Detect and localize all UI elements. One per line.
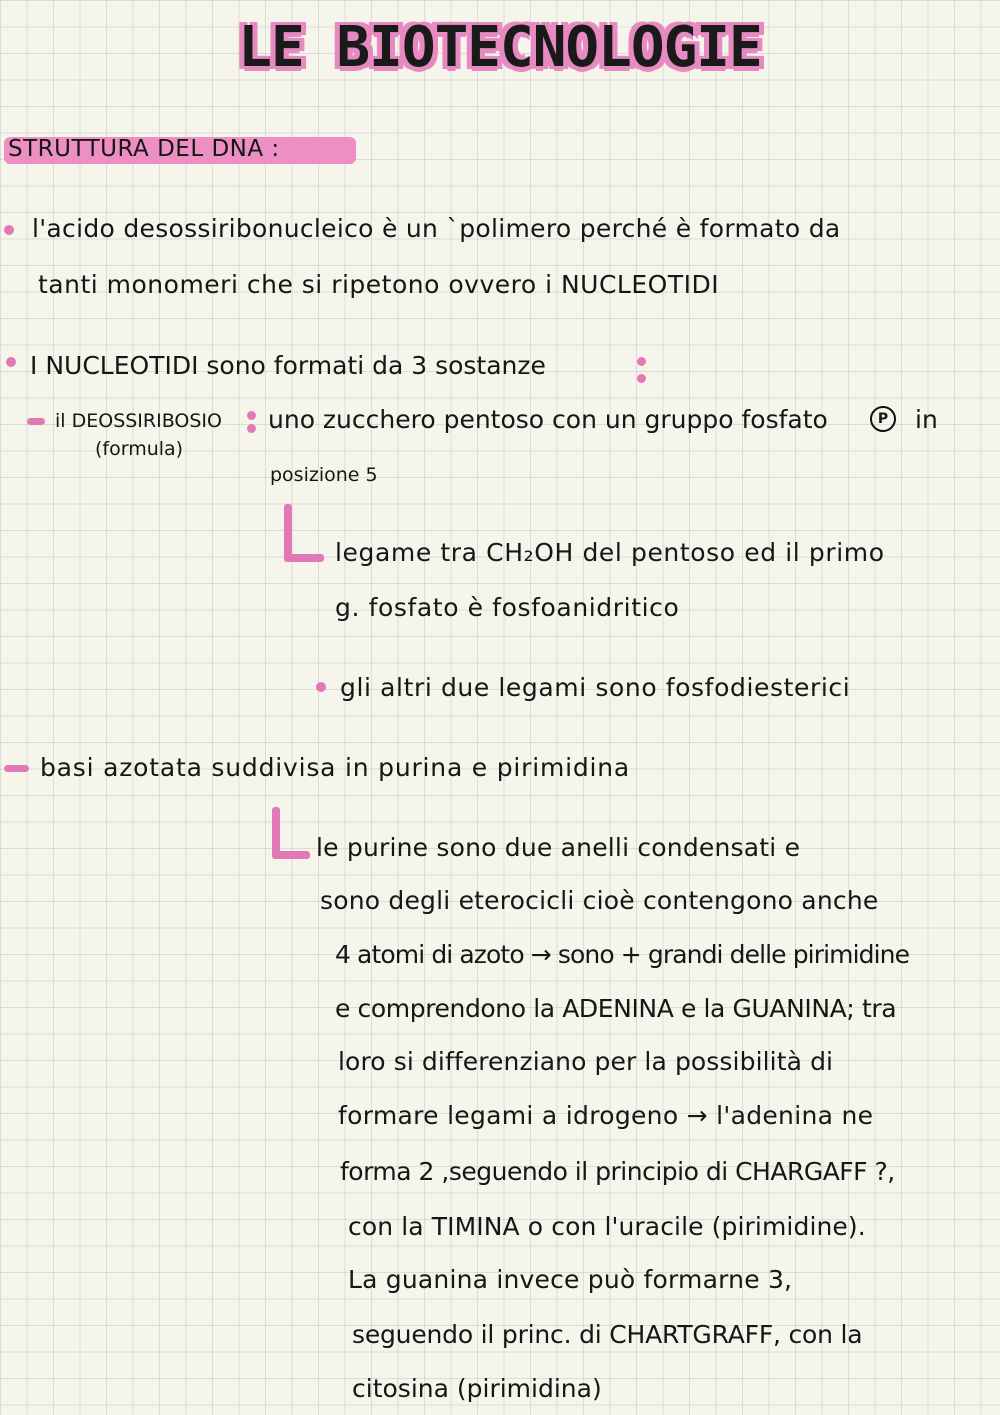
line-timina: con la TIMINA o con l'uracile (pirimidine). xyxy=(348,1212,866,1241)
line-basi-azotate: basi azotata suddivisa in purina e pirimidina xyxy=(40,753,631,782)
line-fosfodiesterici: gli altri due legami sono fosfodiesterici xyxy=(340,673,851,702)
line-fosfoanidritico: g. fosfato è fosfoanidritico xyxy=(335,593,680,622)
bullet-dot xyxy=(316,682,326,692)
line-chargaff: forma 2 ,seguendo il principio di CHARGAFF ?, xyxy=(340,1157,895,1186)
line-guanina: La guanina invece può formarne 3, xyxy=(348,1265,793,1294)
bullet-dot xyxy=(6,357,16,367)
arrow-l-icon xyxy=(284,504,324,562)
line-nucleotidi: I NUCLEOTIDI sono formati da 3 sostanze xyxy=(30,351,546,380)
bullet-dot xyxy=(4,225,14,235)
page-title: LE BIOTECNOLOGIE xyxy=(238,15,762,80)
line-eterocicli: sono degli eterocicli cioè contengono anche xyxy=(320,886,879,915)
bullet-dash xyxy=(4,765,29,772)
line-in: in xyxy=(915,405,938,434)
line-monomeri: tanti monomeri che si ripetono ovvero i NUCLEOTIDI xyxy=(38,270,720,299)
section-heading: STRUTTURA DEL DNA : xyxy=(8,136,280,162)
arrow-l-icon xyxy=(272,807,310,859)
line-zucchero: uno zucchero pentoso con un gruppo fosfato xyxy=(268,405,828,434)
line-adenina-guanina: e comprendono la ADENINA e la GUANINA; tra xyxy=(335,994,897,1023)
line-formula: (formula) xyxy=(95,438,184,460)
line-legame: legame tra CH₂OH del pentoso ed il primo xyxy=(335,538,885,567)
line-differenziano: loro si differenziano per la possibilità di xyxy=(338,1047,834,1076)
colon-mark xyxy=(247,411,259,433)
line-deossiribosio: il DEOSSIRIBOSIO xyxy=(55,410,222,432)
phosphate-circle-icon: P xyxy=(870,406,896,432)
line-idrogeno: formare legami a idrogeno → l'adenina ne xyxy=(338,1101,874,1130)
line-azoto: 4 atomi di azoto → sono + grandi delle pirimidine xyxy=(335,940,910,969)
bullet-dash xyxy=(27,418,45,425)
colon-mark xyxy=(637,357,649,383)
line-citosina: citosina (pirimidina) xyxy=(352,1374,602,1403)
line-purine: le purine sono due anelli condensati e xyxy=(316,833,801,862)
line-polimero: l'acido desossiribonucleico è un `polimero perché è formato da xyxy=(32,214,841,243)
line-chartgraff: seguendo il princ. di CHARTGRAFF, con la xyxy=(352,1320,863,1349)
line-posizione: posizione 5 xyxy=(270,464,378,486)
